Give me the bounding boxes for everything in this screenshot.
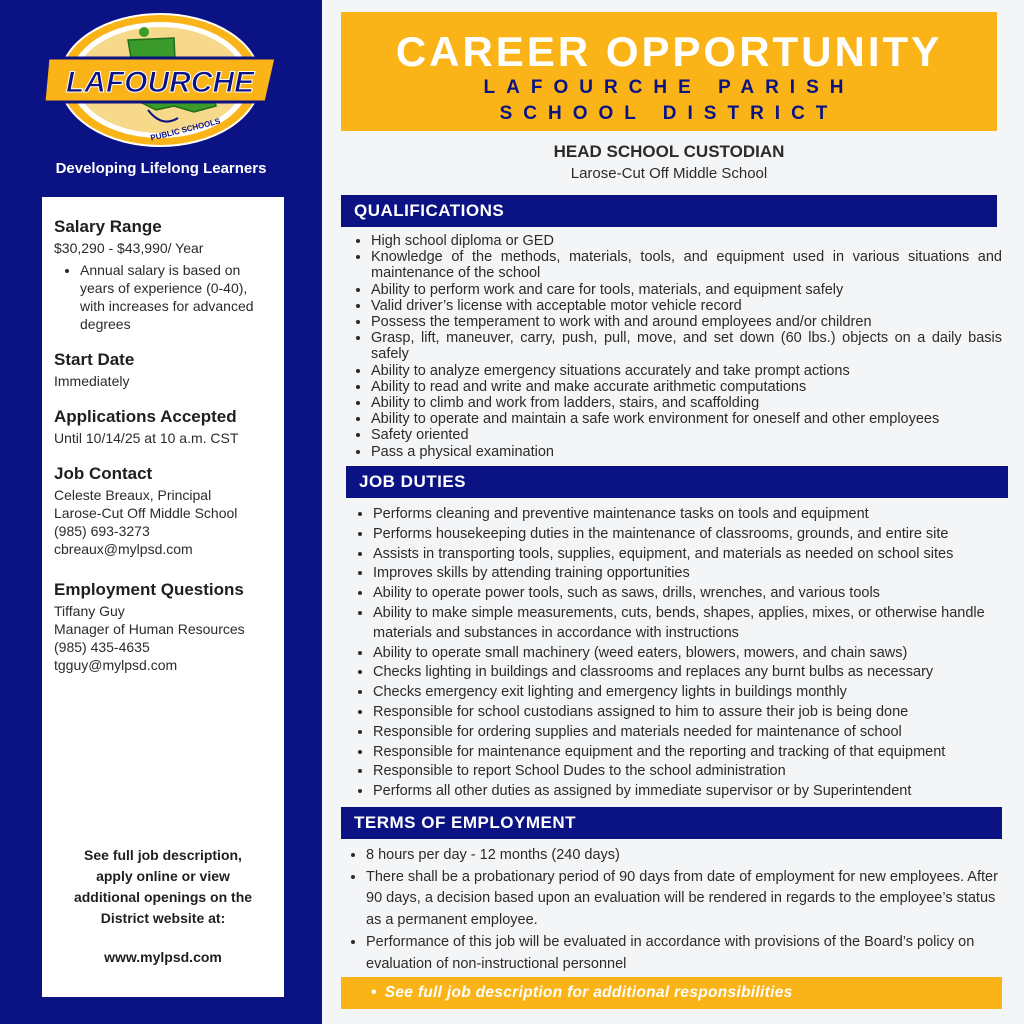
qualification-item: • Ability to perform work and care for tools, materials, and equipment safely (371, 282, 1002, 298)
questions-role: Manager of Human Resources (54, 621, 245, 637)
duty-item: • Performs all other duties as assigned by immediate supervisor or by Superintendent (373, 782, 1002, 802)
duty-item: • Performs housekeeping duties in the maintenance of classrooms, grounds, and entire site (373, 525, 1002, 545)
applications-value: Until 10/14/25 at 10 a.m. CST (54, 430, 239, 446)
terms-item: • Performance of this job will be evaluated in accordance with provisions of the Board’s policy on evaluation of non-instructional personnel (366, 932, 1002, 975)
duty-item: • Responsible for school custodians assigned to him to assure their job is being done (373, 703, 1002, 723)
duties-heading: JOB DUTIES (346, 466, 1008, 498)
duty-item: • Checks lighting in buildings and classrooms and replaces any burnt bulbs as necessary (373, 663, 1002, 683)
callout-line: apply online or view (96, 868, 230, 884)
contact-school: Larose-Cut Off Middle School (54, 505, 238, 521)
duties-list (346, 505, 1002, 802)
qualification-item: • Ability to climb and work from ladders, stairs, and scaffolding (371, 395, 1002, 411)
contact-name: Celeste Breaux, Principal (54, 487, 212, 503)
salary-heading: Salary Range (54, 217, 162, 236)
contact-section (54, 464, 272, 558)
questions-name: Tiffany Guy (54, 603, 125, 619)
info-card (42, 197, 284, 997)
salary-value: $30,290 - $43,990/ Year (54, 240, 204, 256)
applications-section (54, 407, 272, 447)
tagline: Developing Lifelong Learners (55, 160, 267, 177)
qualifications-heading: QUALIFICATIONS (341, 195, 997, 227)
note-text: See full job description for additional responsibilities (384, 984, 793, 1001)
terms-list (346, 845, 1002, 975)
questions-heading: Employment Questions (54, 580, 244, 599)
website-callout (42, 845, 284, 968)
qualification-item: • Knowledge of the methods, materials, tools, and equipment used in various situations and maintenance of the school (371, 249, 1002, 281)
start-heading: Start Date (54, 350, 135, 369)
banner-district-line2: SCHOOL DISTRICT (499, 103, 839, 124)
qualification-item: • High school diploma or GED (371, 233, 1002, 249)
district-logo (44, 10, 280, 152)
qualifications-list (346, 233, 1002, 460)
callout-line: See full job description, (84, 847, 242, 863)
logo-name: LAFOURCHE (65, 66, 255, 99)
start-value: Immediately (54, 373, 130, 389)
duty-item: • Responsible to report School Dudes to the school administration (373, 762, 1002, 782)
duty-item: • Performs cleaning and preventive maintenance tasks on tools and equipment (373, 505, 1002, 525)
questions-phone[interactable]: (985) 435-4635 (54, 639, 150, 655)
school-name: Larose-Cut Off Middle School (570, 165, 768, 182)
qualification-item: • Valid driver’s license with acceptable motor vehicle record (371, 298, 1002, 314)
banner-district-line1: LAFOURCHE PARISH (483, 77, 855, 98)
qualification-item: • Safety oriented (371, 427, 1002, 443)
duty-item: • Responsible for maintenance equipment and the reporting and tracking of that equipment (373, 743, 1002, 763)
duty-item: • Checks emergency exit lighting and emergency lights in buildings monthly (373, 683, 1002, 703)
job-title: HEAD SCHOOL CUSTODIAN (553, 142, 785, 161)
start-section (54, 350, 272, 390)
terms-heading: TERMS OF EMPLOYMENT (341, 807, 1002, 839)
responsibilities-note (341, 977, 1002, 1009)
contact-heading: Job Contact (54, 464, 153, 483)
duty-item: • Responsible for ordering supplies and materials needed for maintenance of school (373, 723, 1002, 743)
terms-item: • There shall be a probationary period of 90 days from date of employment for new employees. After 90 days, a decision based upon an evaluation will be rendered in regards to the employee’s status as a permanent employee. (366, 867, 1002, 932)
qualification-item: • Ability to operate and maintain a safe work environment for oneself and other employees (371, 411, 1002, 427)
salary-section (54, 217, 272, 333)
callout-line: additional openings on the (73, 889, 253, 905)
terms-item: • 8 hours per day - 12 months (240 days) (366, 845, 1002, 867)
qualification-item: • Pass a physical examination (371, 444, 1002, 460)
qualification-item: • Grasp, lift, maneuver, carry, push, pull, move, and set down (60 lbs.) objects on a daily basis safely (371, 330, 1002, 362)
contact-email[interactable]: cbreaux@mylpsd.com (54, 541, 193, 557)
callout-line: District website at: (100, 910, 226, 926)
duty-item: • Assists in transporting tools, supplies, equipment, and materials as needed on school sites (373, 545, 1002, 565)
questions-email[interactable]: tgguy@mylpsd.com (54, 657, 178, 673)
left-panel (0, 0, 322, 1024)
contact-phone[interactable]: (985) 693-3273 (54, 523, 150, 539)
duty-item: • Ability to operate power tools, such as saws, drills, wrenches, and various tools (373, 584, 1002, 604)
duty-item: • Ability to operate small machinery (weed eaters, blowers, mowers, and chain saws) (373, 644, 1002, 664)
questions-section (54, 580, 272, 674)
salary-note: • Annual salary is based on years of experience (0-40), with increases for advanced degrees (80, 261, 272, 333)
salary-notes (80, 261, 272, 333)
website-link[interactable]: www.mylpsd.com (104, 949, 222, 965)
qualification-item: • Ability to read and write and make accurate arithmetic computations (371, 379, 1002, 395)
bullet-icon: • (371, 984, 377, 1001)
duty-item: • Improves skills by attending training opportunities (373, 564, 1002, 584)
applications-heading: Applications Accepted (54, 407, 237, 426)
banner-title: CAREER OPPORTUNITY (395, 28, 943, 75)
logo-subtitle: PUBLIC SCHOOLS (149, 116, 222, 143)
career-banner (341, 12, 997, 131)
qualification-item: • Possess the temperament to work with and around employees and/or children (371, 314, 1002, 330)
qualification-item: • Ability to analyze emergency situations accurately and take prompt actions (371, 363, 1002, 379)
duty-item: • Ability to make simple measurements, cuts, bends, shapes, applies, mixes, or otherwise handle materials and substances in accordance with instructions (373, 604, 1002, 644)
